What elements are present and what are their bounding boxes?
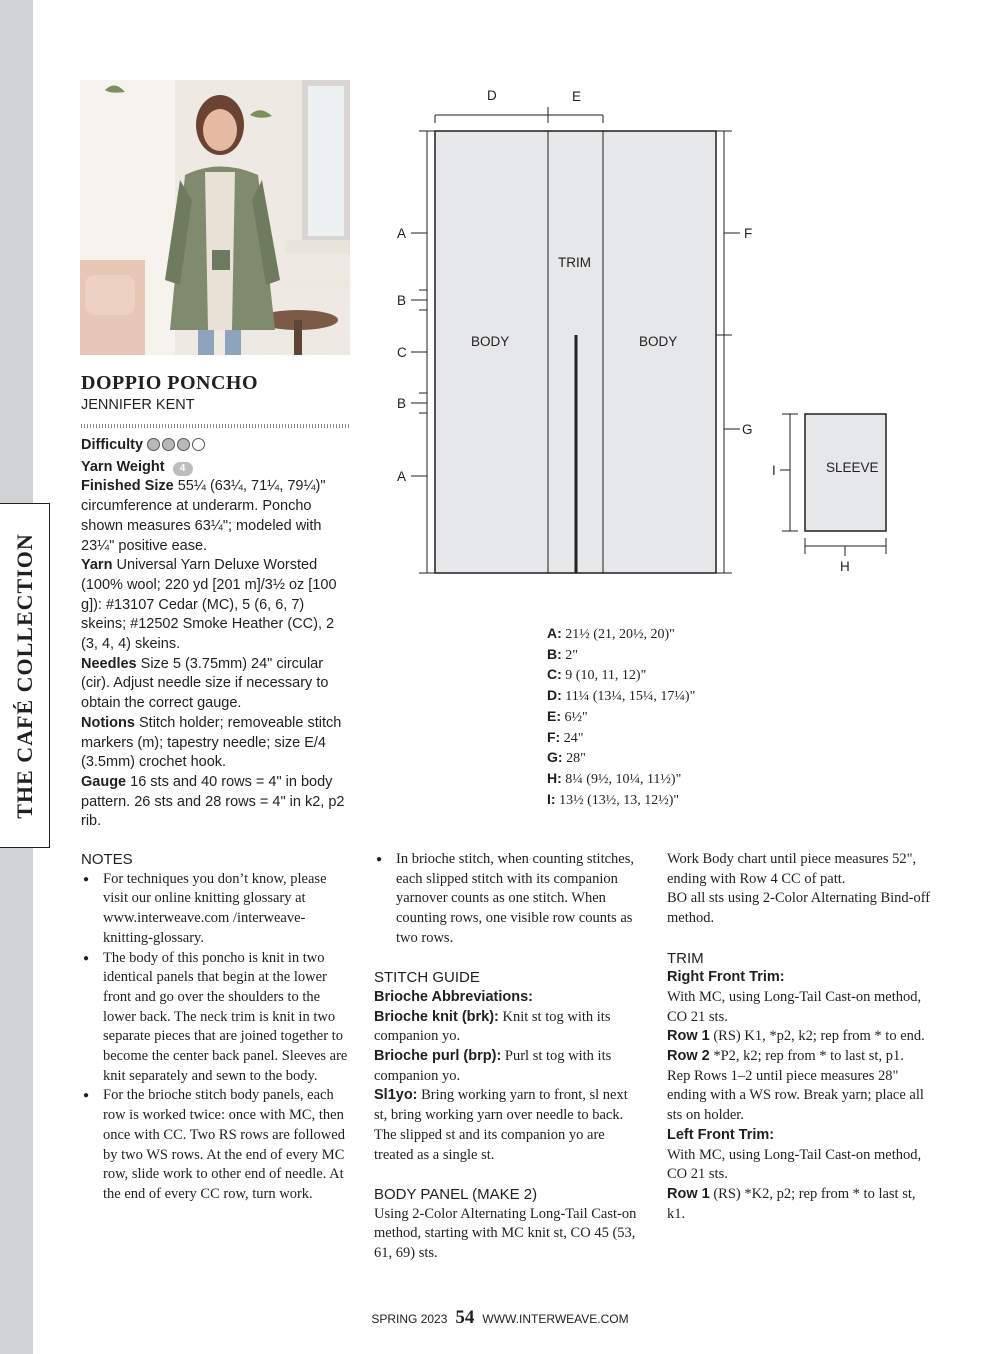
body-panel-heading: BODY PANEL (MAKE 2) bbox=[374, 1185, 538, 1203]
note-item: ● In brioche stitch, when counting stitches, each slipped stitch with its companion yarnover counts as one stitch. When counting rows, one visible row counts as two rows. bbox=[374, 850, 644, 949]
page-footer bbox=[0, 1307, 1000, 1329]
brp-definition: Brioche purl (brp): Purl st tog with its companion yo. bbox=[374, 1048, 612, 1084]
label-c: C bbox=[397, 345, 407, 360]
middle-column bbox=[374, 850, 644, 1264]
label-a-bottom: A bbox=[397, 469, 407, 484]
difficulty-line: Difficulty bbox=[81, 436, 351, 458]
trim-heading: TRIM bbox=[667, 949, 704, 967]
right-front-trim-heading: Right Front Trim: bbox=[667, 969, 785, 986]
body-panel-bind-off: BO all sts using 2-Color Alternating Bind-off method. bbox=[667, 890, 931, 927]
finished-size: Finished Size 55¼ (63¼, 71¼, 79¼)" circumference at underarm. Poncho shown measures 63¼"; modeled with 23¼" positive ease. bbox=[81, 478, 326, 554]
right-trim-row1: Row 1 (RS) K1, *p2, k2; rep from * to end. bbox=[667, 1028, 925, 1045]
measurement-h: H: 8¼ (9½, 10¼, 11½)" bbox=[547, 769, 682, 787]
note-item: ● The body of this poncho is knit in two identical panels that begin at the lower front and go over the shoulders to the lower back. The neck trim is knit in two separate pieces that are joined together to become the center back panel. Sleeves are knit separately and sewn to the body. bbox=[81, 949, 351, 1087]
left-front-trim-heading: Left Front Trim: bbox=[667, 1126, 775, 1143]
poncho-schematic bbox=[0, 0, 1000, 620]
note-item: ● For the brioche stitch body panels, each row is worked twice: once with MC, then once with CC. Two RS rows are followed by two WS rows. At the end of every MC row, slide work to other end of needle. At the end of every CC row, turn work. bbox=[81, 1086, 351, 1204]
note-item: ● For techniques you don’t know, please visit our online knitting glossary at www.interweave.com /interweave-knitting-glossary. bbox=[81, 870, 351, 949]
measurement-a: A: 21½ (21, 20½, 20)" bbox=[547, 625, 675, 642]
yarn-weight-line: Yarn Weight 4 bbox=[81, 458, 351, 478]
stitch-guide-heading: STITCH GUIDE bbox=[374, 969, 480, 987]
yarn-info: Yarn Universal Yarn Deluxe Worsted (100% wool; 220 yd [201 m]/3½ oz [100 g]): #13107 Cedar (MC), 5 (6, 6, 7) skeins; #12502 Smoke Heather (CC), 2 (3, 4, 4) skeins. bbox=[81, 557, 337, 653]
label-f: F bbox=[744, 226, 753, 241]
issue-label: SPRING 2023 bbox=[371, 1312, 448, 1326]
measurements-list bbox=[547, 624, 695, 810]
section-tab-label: THE CAFÉ COLLECTION bbox=[12, 533, 37, 819]
label-d: D bbox=[487, 88, 497, 103]
label-sleeve: SLEEVE bbox=[826, 460, 879, 475]
yarn-weight-icon: 4 bbox=[173, 462, 193, 476]
gauge-info: Gauge 16 sts and 40 rows = 4" in body pattern. 26 sts and 28 rows = 4" in k2, p2 rib. bbox=[81, 773, 345, 830]
needles-info: Needles Size 5 (3.75mm) 24" circular (cir). Adjust needle size if necessary to obtain the correct gauge. bbox=[81, 655, 329, 712]
measurement-d: D: 11¼ (13¼, 15¼, 17¼)" bbox=[547, 687, 696, 705]
brk-definition: Brioche knit (brk): Knit st tog with its companion yo. bbox=[374, 1008, 611, 1045]
label-body-left: BODY bbox=[471, 334, 510, 349]
measurement-c: C: 9 (10, 11, 12)" bbox=[547, 666, 647, 684]
body-panel-work: Work Body chart until piece measures 52", ending with Row 4 CC of patt. bbox=[667, 851, 917, 887]
sl1yo-definition: Sl1yo: Bring working yarn to front, sl next st, bring working yarn over needle to back. The slipped st and its companion yo are treated as a single st. bbox=[374, 1087, 628, 1163]
left-trim-cast-on: With MC, using Long-Tail Cast-on method, CO 21 sts. bbox=[667, 1146, 922, 1183]
right-trim-cast-on: With MC, using Long-Tail Cast-on method, CO 21 sts. bbox=[667, 988, 922, 1025]
notes-heading: NOTES bbox=[81, 851, 133, 868]
label-trim: TRIM bbox=[558, 255, 591, 270]
measurement-b: B: 2" bbox=[547, 645, 578, 663]
brioche-abbrev-heading: Brioche Abbreviations: bbox=[374, 988, 533, 1005]
label-body-right: BODY bbox=[639, 334, 678, 349]
page-number: 54 bbox=[455, 1307, 475, 1328]
pattern-title: DOPPIO PONCHO bbox=[81, 372, 259, 394]
right-column bbox=[667, 850, 935, 1224]
notes-column bbox=[81, 850, 351, 1205]
measurement-g: G: 28" bbox=[547, 749, 586, 767]
measurement-e: E: 6½" bbox=[547, 707, 588, 725]
right-trim-row2: Row 2 *P2, k2; rep from * to last st, p1. bbox=[667, 1048, 904, 1065]
label-h: H bbox=[840, 559, 850, 574]
body-panel-cast-on: Using 2-Color Alternating Long-Tail Cast-on method, starting with MC knit st, CO 45 (53, 61, 69) sts. bbox=[374, 1205, 637, 1262]
label-b-top: B bbox=[397, 293, 407, 308]
label-i: I bbox=[772, 463, 776, 478]
right-trim-repeat: Rep Rows 1–2 until piece measures 28" ending with a WS row. Break yarn; place all sts on holder. bbox=[667, 1067, 924, 1124]
label-a-top: A bbox=[397, 226, 407, 241]
label-b-bottom: B bbox=[397, 396, 407, 411]
left-trim-row1: Row 1 (RS) *K2, p2; rep from * to last st, k1. bbox=[667, 1185, 916, 1222]
label-g: G bbox=[742, 422, 753, 437]
measurement-i: I: 13½ (13½, 13, 12½)" bbox=[547, 790, 680, 808]
notions-info: Notions Stitch holder; removeable stitch markers (m); tapestry needle; size E/4 (3.5mm) crochet hook. bbox=[81, 714, 342, 771]
website: WWW.INTERWEAVE.COM bbox=[482, 1312, 629, 1326]
measurement-f: F: 24" bbox=[547, 728, 584, 746]
designer-name: JENNIFER KENT bbox=[81, 397, 195, 413]
label-e: E bbox=[572, 89, 582, 104]
